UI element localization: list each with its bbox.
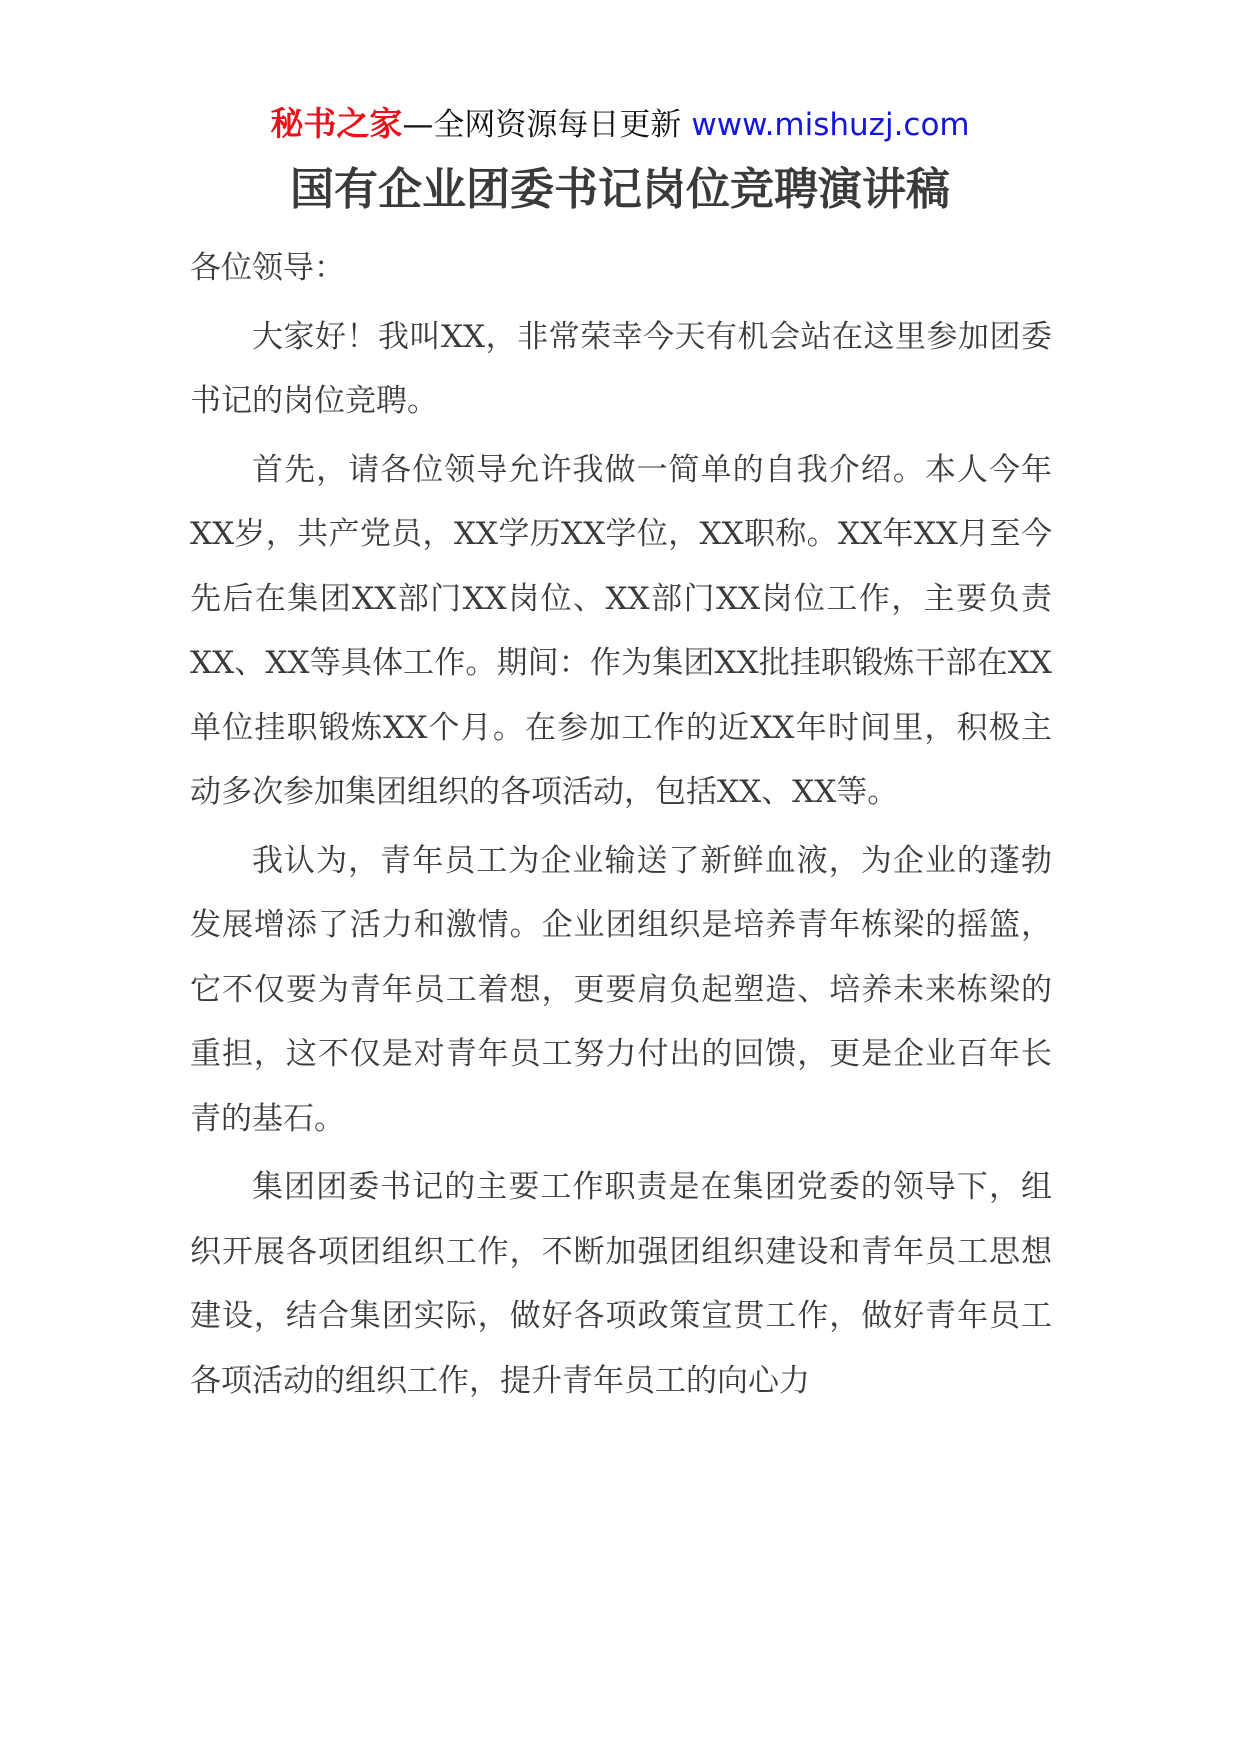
site-brand: 秘书之家: [270, 104, 403, 143]
document-body: [190, 236, 1052, 1417]
paragraph-self-introduction: 首先，请各位领导允许我做一简单的自我介绍。本人今年XX岁，共产党员，XX学历XX学位，XX职称。XX年XX月至今先后在集团XX部门XX岗位、XX部门XX岗位工作，主要负责XX、XX等具体工作。期间：作为集团XX批挂职锻炼干部在XX单位挂职锻炼XX个月。在参加工作的近XX年时间里，积极主动多次参加集团组织的各项活动，包括XX、XX等。: [190, 451, 1052, 810]
site-url-link[interactable]: www.mishuzj.com: [691, 107, 970, 143]
site-header: [0, 102, 1240, 147]
site-tagline: —全网资源每日更新: [402, 107, 682, 143]
document-title: 国有企业团委书记岗位竞聘演讲稿: [290, 164, 950, 215]
paragraph-job-duties: 集团团委书记的主要工作职责是在集团党委的领导下，组织开展各项团组织工作，不断加强团组织建设和青年员工思想建设，结合集团实际，做好各项政策宣贯工作，做好青年员工各项活动的组织工作，提升青年员工的向心力: [190, 1169, 1052, 1399]
paragraph-youth-view: 我认为，青年员工为企业输送了新鲜血液，为企业的蓬勃发展增添了活力和激情。企业团组织是培养青年栋梁的摇篮，它不仅要为青年员工着想，更要肩负起塑造、培养未来栋梁的重担，这不仅是对青年员工努力付出的回馈，更是企业百年长青的基石。: [190, 842, 1052, 1137]
salutation: 各位领导：: [190, 250, 345, 286]
paragraph-greeting: 大家好！我叫XX，非常荣幸今天有机会站在这里参加团委书记的岗位竞聘。: [190, 318, 1052, 419]
